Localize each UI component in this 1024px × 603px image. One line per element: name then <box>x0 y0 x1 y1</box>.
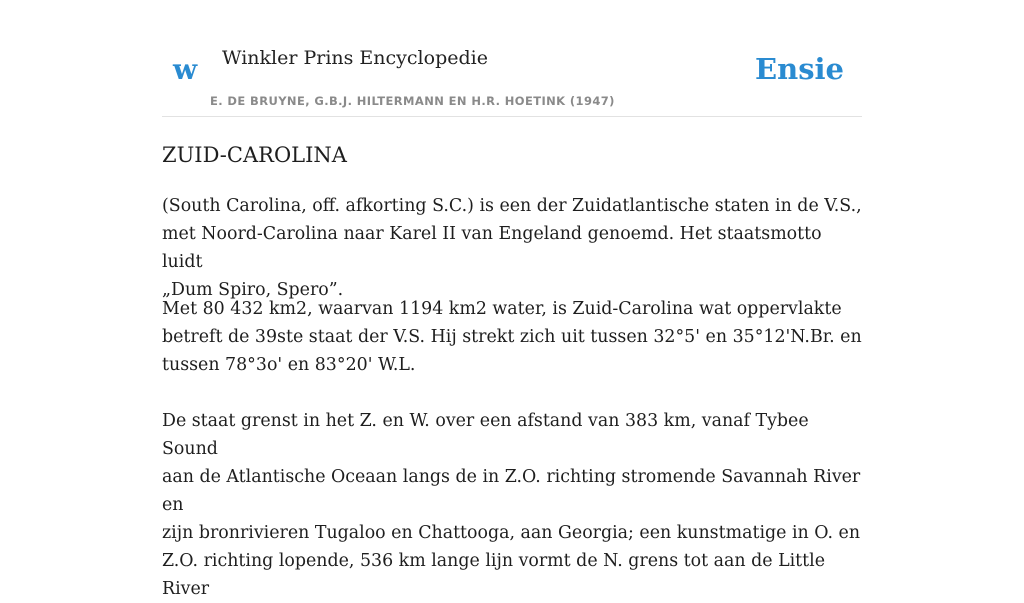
article-paragraph: De staat grenst in het Z. en W. over een afstand van 383 km, vanaf Tybee Sound aan de Atlantische Oceaan langs de in Z.O. richting stromende Savannah River en zijn bronrivieren Tugaloo en Chattooga, aan Georgia; een kunstmatige in O. en Z.O. richting lopende, 536 km lange lijn vormt de N. grens tot aan de Little River <box>162 411 861 599</box>
article-paragraph: Met 80 432 km2, waarvan 1194 km2 water, is Zuid-Carolina wat oppervlakte betreft de 39ste staat der V.S. Hij strekt zich uit tussen 32°5' en 35°12'N.Br. en tussen 78°3o' en 83°20' W.L. <box>162 299 862 375</box>
ensie-brand-link[interactable]: Ensie <box>755 52 844 86</box>
article-title: ZUID-CAROLINA <box>162 143 347 167</box>
site-header <box>162 0 862 117</box>
publication-title[interactable]: Winkler Prins Encyclopedie <box>222 47 488 69</box>
article-paragraph: (South Carolina, off. afkorting S.C.) is een der Zuidatlantische staten in de V.S., met Noord-Carolina naar Karel II van Engeland genoemd. Het staatsmotto luidt „Dum Spiro, Spero”. <box>162 196 862 300</box>
publication-authors: E. DE BRUYNE, G.B.J. HILTERMANN EN H.R. HOETINK (1947) <box>210 94 615 108</box>
page <box>162 0 862 599</box>
publication-logo[interactable]: w <box>173 53 198 86</box>
